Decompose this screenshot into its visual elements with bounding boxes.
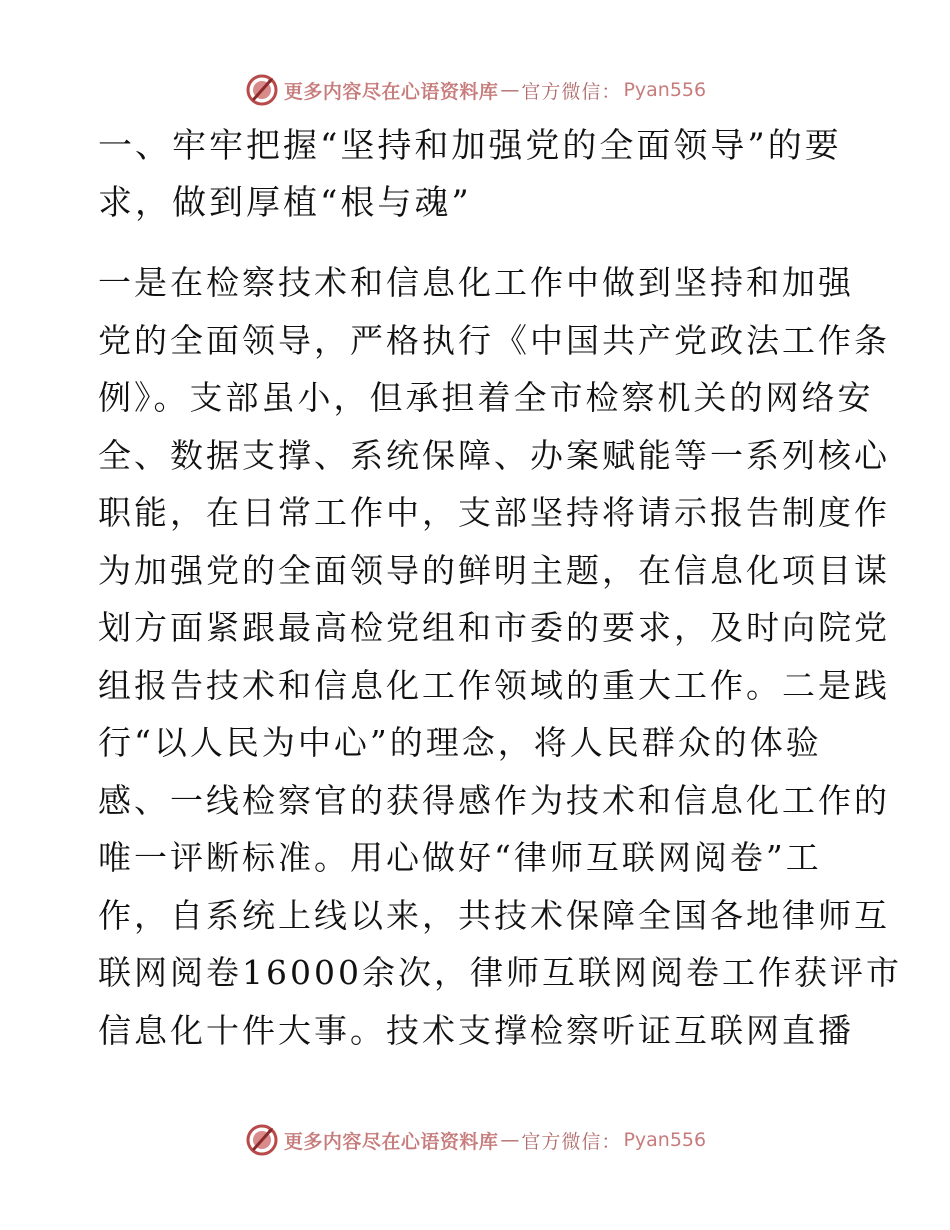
watermark-brand-text: 更多内容尽在心语资料库 xyxy=(283,80,499,103)
red-circle-pen-icon xyxy=(244,72,280,108)
body-line: 职能，在日常工作中，支部坚持将请示报告制度作 xyxy=(98,493,890,532)
body-line: 信息化十件大事。技术支撑检察听证互联网直播 xyxy=(98,1010,854,1050)
body-line: 作，自系统上线以来，共技术保障全国各地律师互 xyxy=(98,895,890,935)
watermark-banner-top xyxy=(0,70,950,110)
red-circle-pen-icon xyxy=(244,1122,280,1158)
body-line: 为加强党的全面领导的鲜明主题，在信息化项目谋 xyxy=(98,550,890,590)
watermark-separator: — xyxy=(500,1129,520,1151)
watermark-banner-bottom xyxy=(0,1120,950,1160)
heading-line: 一、牢牢把握“坚持和加强党的全面领导”的要 xyxy=(98,126,842,166)
watermark-wechat-label: 官方微信： xyxy=(521,80,622,103)
watermark-brand-text: 更多内容尽在心语资料库 xyxy=(283,1130,499,1153)
body-line: 一是在检察技术和信息化工作中做到坚持和加强 xyxy=(98,263,854,302)
watermark-wechat-id: Pyan556 xyxy=(623,79,707,101)
body-line: 全、数据支撑、系统保障、办案赋能等一系列核心 xyxy=(98,435,890,475)
body-line: 划方面紧跟最高检党组和市委的要求，及时向院党 xyxy=(98,608,890,647)
body-line: 例》。支部虽小，但承担着全市检察机关的网络安 xyxy=(98,378,874,417)
body-paragraph xyxy=(98,254,902,1059)
body-line: 行“以人民为中心”的理念，将人民群众的体验 xyxy=(98,723,822,762)
watermark-separator: — xyxy=(500,79,520,101)
watermark-wechat-label: 官方微信： xyxy=(521,1130,622,1153)
body-line: 联网阅卷16000余次，律师互联网阅卷工作获评市 xyxy=(98,953,902,992)
body-line: 感、一线检察官的获得感作为技术和信息化工作的 xyxy=(98,780,890,820)
watermark-wechat-id: Pyan556 xyxy=(623,1129,707,1151)
body-line: 唯一评断标准。用心做好“律师互联网阅卷”工 xyxy=(98,838,822,877)
body-line: 党的全面领导，严格执行《中国共产党政法工作条 xyxy=(98,320,890,360)
section-heading xyxy=(98,118,858,232)
heading-line: 求，做到厚植“根与魂” xyxy=(98,183,472,223)
body-line: 组报告技术和信息化工作领域的重大工作。二是践 xyxy=(98,665,890,705)
